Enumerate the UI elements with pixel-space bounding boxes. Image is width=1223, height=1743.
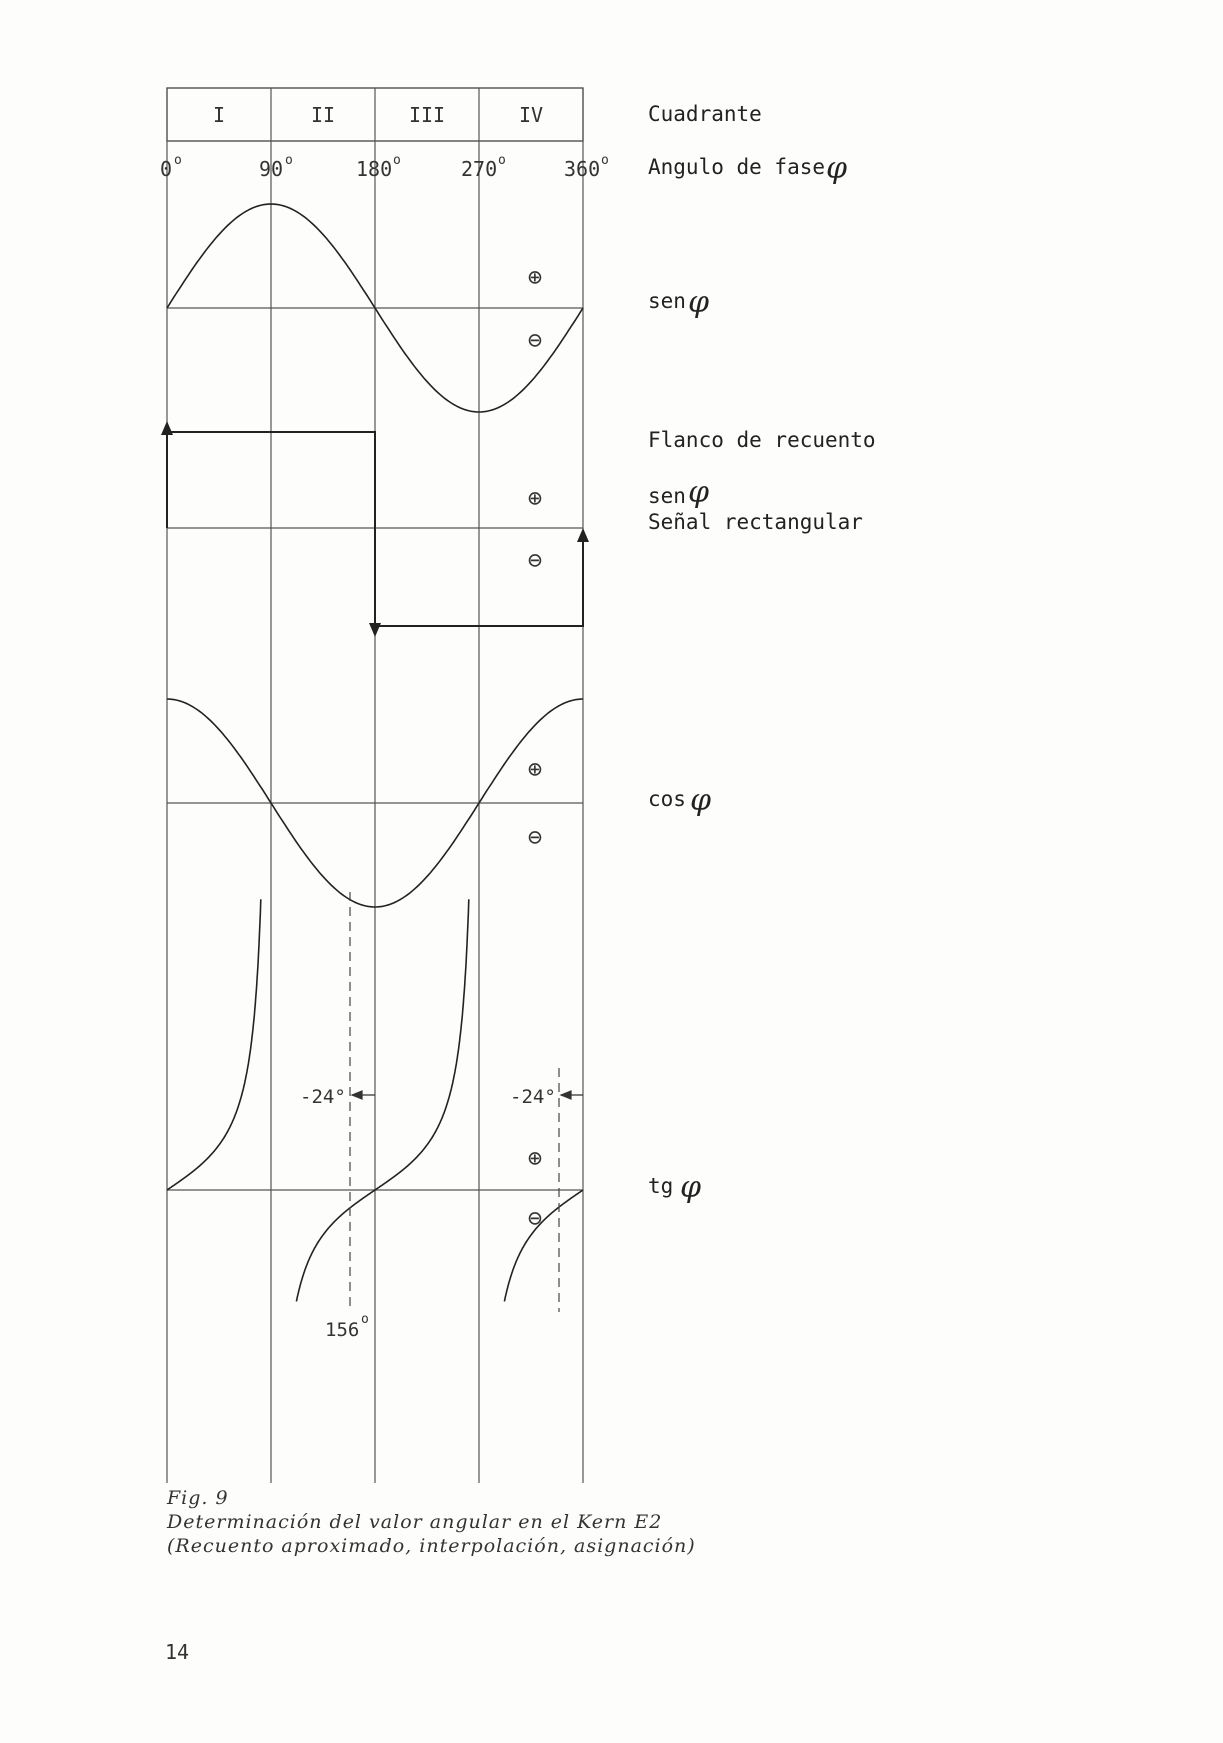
quadrant-label-3: III [408,103,446,127]
label-angulo: Angulo de fase [648,155,826,179]
arrow-up-icon [161,421,173,435]
annotation-minus24-right: -24° [510,1086,556,1108]
label-cos: cos [648,787,686,811]
arrow-left-icon [561,1091,571,1099]
quadrant-label-2: II [310,103,336,127]
arrow-down-icon [369,623,381,637]
tangent-branch-3 [504,1190,583,1301]
annotation-minus24-left: -24° [300,1086,346,1108]
angle-tick-90: 90 [259,157,284,181]
sign-minus-rect: ⊖ [527,546,543,574]
caption-line-2: (Recuento aproximado, interpolación, asignación) [167,1535,696,1557]
label-flanco: Flanco de recuento [648,428,876,452]
annotation-156: 156 [325,1319,360,1341]
sign-minus-sen: ⊖ [527,326,543,354]
label-sen-rect: sen [648,484,686,508]
phi-symbol-sen-rect: φ [688,475,710,510]
sign-plus-rect: ⊕ [527,484,543,512]
angle-tick-0-deg: o [174,153,182,168]
angle-tick-360-deg: o [601,153,609,168]
angle-tick-360: 360 [564,157,601,181]
square-wave [167,432,583,626]
phi-symbol-cos: φ [690,783,712,818]
sign-minus-cos: ⊖ [527,823,543,851]
angle-tick-180-deg: o [393,153,401,168]
quadrant-label-1: I [212,103,226,127]
angle-tick-90-deg: o [285,153,293,168]
angle-tick-180: 180 [356,157,393,181]
figure-number: Fig. 9 [167,1487,229,1509]
sign-plus-tg: ⊕ [527,1144,543,1172]
phi-symbol-sen: φ [688,285,710,320]
angle-tick-270: 270 [461,157,498,181]
angle-tick-270-deg: o [498,153,506,168]
quadrant-label-4: IV [518,103,544,127]
sign-plus-sen: ⊕ [527,263,543,291]
vertical-gridlines [167,88,583,1483]
label-sen: sen [648,289,686,313]
sign-minus-tg: ⊖ [527,1204,543,1232]
label-tg: tg [648,1174,674,1198]
page-number: 14 [165,1640,190,1664]
caption-line-1: Determinación del valor angular en el Kern E2 [167,1511,663,1533]
annotation-156-deg: o [361,1312,369,1327]
sign-plus-cos: ⊕ [527,755,543,783]
arrow-left-icon [352,1091,362,1099]
angle-tick-0: 0 [160,157,173,181]
label-senal-rectangular: Señal rectangular [648,510,863,534]
label-cuadrante: Cuadrante [648,102,762,126]
tangent-branch-1 [167,899,261,1190]
phi-symbol-tg: φ [680,1170,702,1205]
arrow-up-icon [577,528,589,542]
phi-symbol-angulo: φ [826,151,848,186]
